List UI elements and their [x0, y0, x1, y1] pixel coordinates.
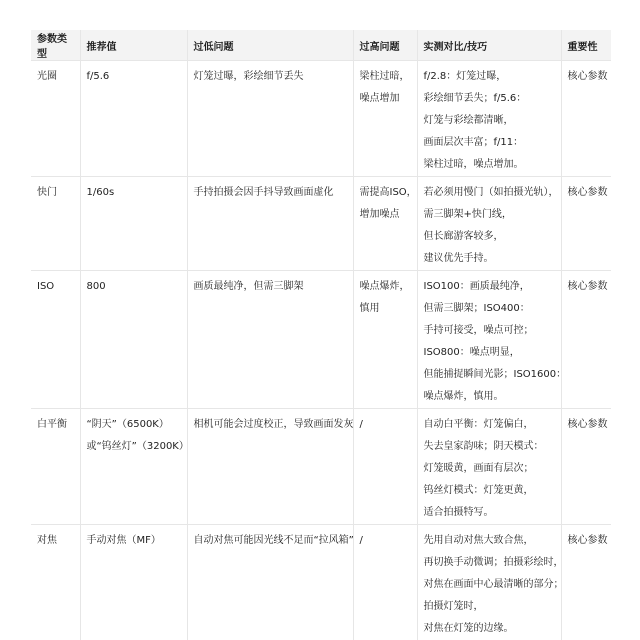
cell-text-line: 慎用	[360, 298, 411, 320]
importance-cell	[561, 177, 611, 271]
importance-cell	[561, 271, 611, 409]
param-type-cell	[31, 525, 80, 640]
too-high-cell	[353, 409, 417, 525]
too-low-cell	[187, 409, 353, 525]
cell-text-line: 自动白平衡：灯笼偏白，	[424, 414, 555, 436]
comparison-tips-cell	[417, 525, 561, 640]
cell-text-line: 钨丝灯模式：灯笼更黄，	[424, 480, 555, 502]
importance-cell	[561, 525, 611, 640]
cell-text-line: 再切换手动微调；拍摄彩绘时，	[424, 552, 555, 574]
table-row	[31, 271, 611, 409]
header-param-type: 参数类型	[31, 30, 80, 61]
cell-text-line: “阴天”（6500K）	[87, 414, 181, 436]
cell-text-line: ISO100：画质最纯净，	[424, 276, 555, 298]
cell-text-line: 画面层次丰富；f/11：	[424, 132, 555, 154]
cell-text-line: 白平衡	[37, 414, 74, 436]
cell-text-line: 手持拍摄会因手抖导致画面虚化	[194, 182, 347, 204]
recommended-cell	[80, 177, 187, 271]
cell-text-line: 自动对焦可能因光线不足而“拉风箱”	[194, 530, 347, 552]
recommended-cell	[80, 525, 187, 640]
too-low-cell	[187, 271, 353, 409]
cell-text-line: f/2.8：灯笼过曝，	[424, 66, 555, 88]
cell-text-line: 噪点爆炸，	[360, 276, 411, 298]
cell-text-line: 需三脚架+快门线，	[424, 204, 555, 226]
table-row	[31, 525, 611, 640]
header-too-low: 过低问题	[187, 30, 353, 61]
cell-text-line: 灯笼暖黄，画面有层次；	[424, 458, 555, 480]
too-low-cell	[187, 61, 353, 177]
too-high-cell	[353, 525, 417, 640]
too-high-cell	[353, 177, 417, 271]
cell-text-line: 核心参数	[568, 530, 606, 552]
cell-text-line: 但需三脚架；ISO400：	[424, 298, 555, 320]
comparison-tips-cell	[417, 271, 561, 409]
cell-text-line: 画质最纯净，但需三脚架	[194, 276, 347, 298]
cell-text-line: 梁柱过暗，噪点增加。	[424, 154, 555, 176]
cell-text-line: 灯笼与彩绘都清晰，	[424, 110, 555, 132]
cell-text-line: f/5.6	[87, 66, 181, 88]
cell-text-line: 彩绘细节丢失；f/5.6：	[424, 88, 555, 110]
table-body	[31, 61, 611, 640]
too-low-cell	[187, 177, 353, 271]
cell-text-line: 但长廊游客较多，	[424, 226, 555, 248]
table-header-row	[31, 30, 611, 61]
cell-text-line: 核心参数	[568, 182, 606, 204]
cell-text-line: 对焦在灯笼的边缘。	[424, 618, 555, 640]
cell-text-line: 先用自动对焦大致合焦，	[424, 530, 555, 552]
cell-text-line: /	[360, 530, 411, 552]
cell-text-line: 拍摄灯笼时，	[424, 596, 555, 618]
cell-text-line: 核心参数	[568, 276, 606, 298]
cell-text-line: 建议优先手持。	[424, 248, 555, 270]
cell-text-line: 噪点增加	[360, 88, 411, 110]
cell-text-line: 手动对焦（MF）	[87, 530, 181, 552]
param-type-cell	[31, 271, 80, 409]
cell-text-line: 噪点爆炸，慎用。	[424, 386, 555, 408]
table-row	[31, 61, 611, 177]
cell-text-line: 适合拍摄特写。	[424, 502, 555, 524]
recommended-cell	[80, 271, 187, 409]
cell-text-line: 若必须用慢门（如拍摄光轨），	[424, 182, 555, 204]
cell-text-line: 800	[87, 276, 181, 298]
comparison-tips-cell	[417, 61, 561, 177]
parameter-table-container	[31, 30, 611, 640]
recommended-cell	[80, 61, 187, 177]
importance-cell	[561, 409, 611, 525]
cell-text-line: 对焦在画面中心最清晰的部分；	[424, 574, 555, 596]
table-row	[31, 409, 611, 525]
cell-text-line: 梁柱过暗，	[360, 66, 411, 88]
header-comparison-tips: 实测对比/技巧	[417, 30, 561, 61]
cell-text-line: /	[360, 414, 411, 436]
cell-text-line: 光圈	[37, 66, 74, 88]
importance-cell	[561, 61, 611, 177]
cell-text-line: 灯笼过曝，彩绘细节丢失	[194, 66, 347, 88]
header-too-high: 过高问题	[353, 30, 417, 61]
param-type-cell	[31, 177, 80, 271]
param-type-cell	[31, 409, 80, 525]
cell-text-line: ISO	[37, 276, 74, 298]
cell-text-line: 增加噪点	[360, 204, 411, 226]
cell-text-line: 但能捕捉瞬间光影；ISO1600：	[424, 364, 555, 386]
cell-text-line: 1/60s	[87, 182, 181, 204]
header-importance: 重要性	[561, 30, 611, 61]
cell-text-line: 需提高ISO，	[360, 182, 411, 204]
parameter-table	[31, 30, 611, 640]
cell-text-line: 核心参数	[568, 414, 606, 436]
cell-text-line: 失去皇家韵味；阴天模式：	[424, 436, 555, 458]
cell-text-line: 相机可能会过度校正，导致画面发灰	[194, 414, 347, 436]
cell-text-line: 手持可接受，噪点可控；	[424, 320, 555, 342]
cell-text-line: ISO800：噪点明显，	[424, 342, 555, 364]
table-row	[31, 177, 611, 271]
cell-text-line: 核心参数	[568, 66, 606, 88]
cell-text-line: 对焦	[37, 530, 74, 552]
too-low-cell	[187, 525, 353, 640]
comparison-tips-cell	[417, 177, 561, 271]
too-high-cell	[353, 61, 417, 177]
param-type-cell	[31, 61, 80, 177]
comparison-tips-cell	[417, 409, 561, 525]
recommended-cell	[80, 409, 187, 525]
cell-text-line: 或“钨丝灯”（3200K）	[87, 436, 181, 458]
cell-text-line: 快门	[37, 182, 74, 204]
too-high-cell	[353, 271, 417, 409]
header-recommended: 推荐值	[80, 30, 187, 61]
